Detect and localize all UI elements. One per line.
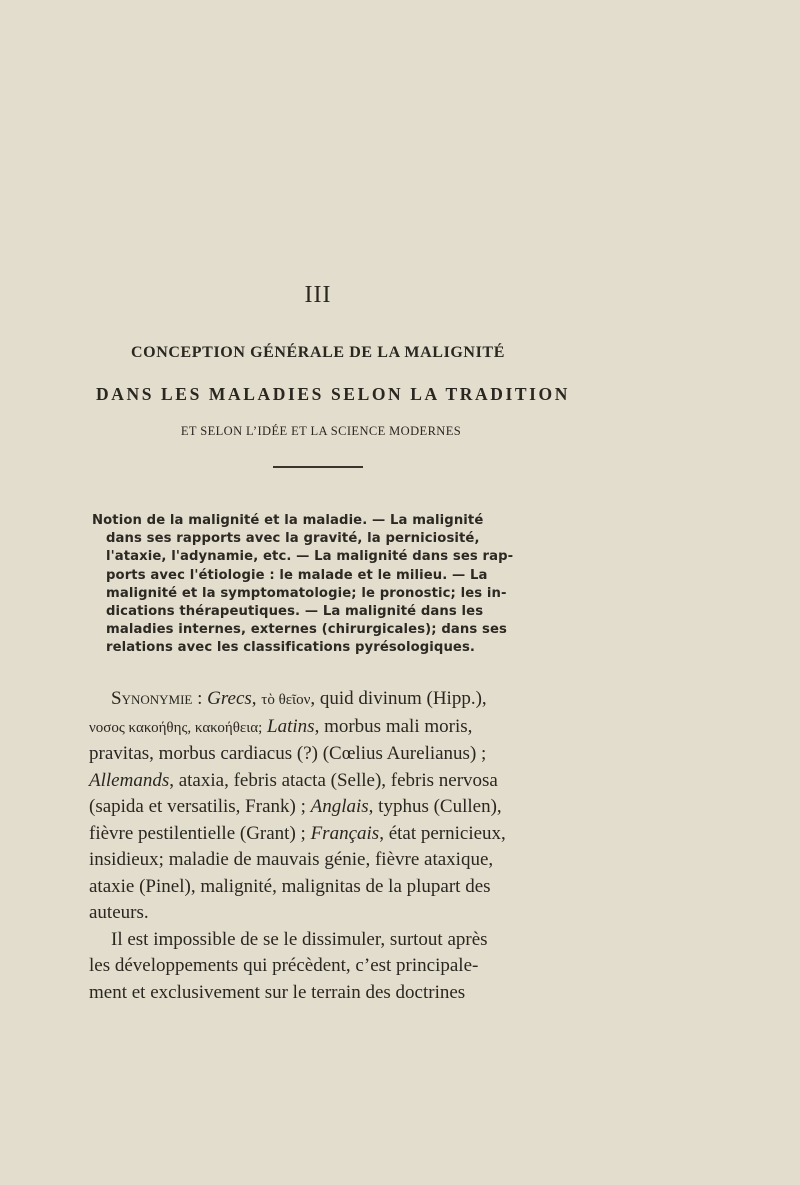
body-line: ataxie (Pinel), malignité, malignitas de la plupart des xyxy=(89,875,491,897)
chapter-title-line-3: ET SELON L’IDÉE ET LA SCIENCE MODERNES xyxy=(180,424,462,438)
term-francais: Français xyxy=(310,822,380,844)
body-line: pravitas, morbus cardiacus (?) (Cœlius Aurelianus) ; xyxy=(89,743,487,764)
term-anglais: Anglais xyxy=(310,796,369,817)
summary-line: l'ataxie, l'adynamie, etc. — La malignité dans ses rap- xyxy=(106,549,514,565)
body-line: les développements qui précèdent, c’est principale- xyxy=(89,955,479,976)
body-text-run: , état pernicieux, xyxy=(379,822,506,844)
greek-term: τὸ θεῖον xyxy=(261,692,311,708)
chapter-number: III xyxy=(304,282,332,308)
synonymie-label: Synonymie xyxy=(111,688,193,709)
term-grecs: Grecs xyxy=(207,688,252,709)
body-text-run: , typhus (Cullen), xyxy=(368,796,502,817)
chapter-summary xyxy=(92,512,544,658)
body-text-run: , quid divinum (Hipp.), xyxy=(310,688,487,709)
body-text-run: (sapida et versatilis, Frank) ; xyxy=(89,796,311,817)
summary-line: dans ses rapports avec la gravité, la perniciosité, xyxy=(106,531,480,547)
synonymie-colon: : xyxy=(192,688,208,709)
chapter-title-line-1: CONCEPTION GÉNÉRALE DE LA MALIGNITÉ xyxy=(131,344,505,361)
body-text-run: , morbus mali moris, xyxy=(314,715,473,737)
summary-line: malignité et la symptomatologie; le pronostic; les in- xyxy=(106,585,507,601)
summary-line: maladies internes, externes (chirurgicales); dans ses xyxy=(106,622,507,638)
section-divider-rule xyxy=(273,466,363,468)
body-line: Synonymie : Grecs, τὸ θεῖον, quid divinum (Hipp.), xyxy=(111,688,487,709)
body-line xyxy=(89,794,544,821)
body-line xyxy=(89,768,544,795)
summary-line: dications thérapeutiques. — La malignité dans les xyxy=(106,604,484,620)
body-line: ment et exclusivement sur le terrain des doctrines xyxy=(89,981,466,1003)
greek-term: νοσος κακοήθης, κακοήθεια; xyxy=(89,719,263,736)
chapter-title-line-2: DANS LES MALADIES SELON LA TRADITION xyxy=(96,384,571,404)
body-line: Il est impossible de se le dissimuler, surtout après xyxy=(111,928,488,950)
body-line: insidieux; maladie de mauvais génie, fièvre ataxique, xyxy=(89,849,494,870)
term-latins: Latins xyxy=(267,715,315,737)
body-line xyxy=(89,821,544,848)
body-text-run: , ataxia, febris atacta (Selle), febris nervosa xyxy=(169,769,498,791)
body-text-run: fièvre pestilentielle (Grant) ; xyxy=(89,822,311,844)
summary-line: relations avec les classifications pyrésologiques. xyxy=(106,640,476,656)
body-line xyxy=(89,714,544,742)
term-allemands: Allemands xyxy=(89,769,170,791)
body-text xyxy=(89,686,544,1006)
summary-line: Notion de la malignité et la maladie. — La malignité xyxy=(92,513,484,528)
summary-line: ports avec l'étiologie : le malade et le milieu. — La xyxy=(106,567,488,583)
body-line: auteurs. xyxy=(89,902,149,923)
